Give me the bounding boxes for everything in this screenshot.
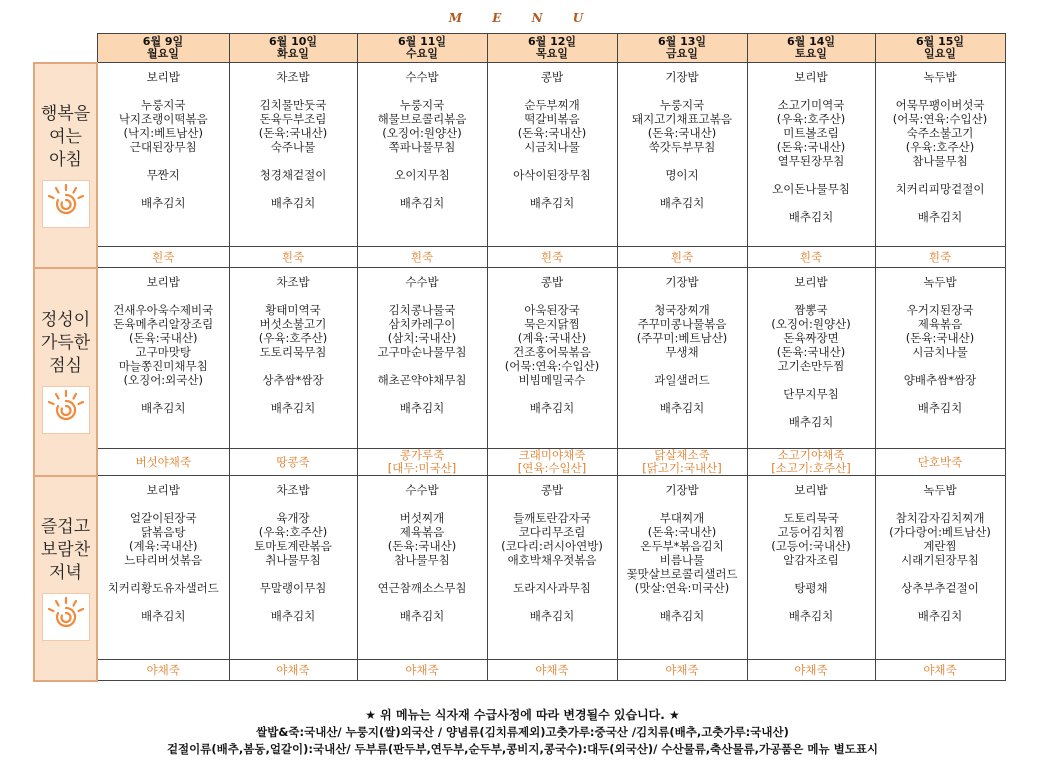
menu-item: 숙주나물 <box>270 140 316 154</box>
item-spacer <box>748 289 875 303</box>
menu-item: 떡갈비볶음 <box>524 112 580 126</box>
item-spacer <box>618 497 747 511</box>
item-spacer <box>618 154 747 168</box>
menu-item: 황태미역국 <box>265 303 321 317</box>
item-spacer <box>748 196 875 210</box>
origin-note: (오징어:원양산) <box>382 126 462 140</box>
menu-item: 도라지사과무침 <box>513 581 591 595</box>
menu-item: 녹두밥 <box>923 275 957 289</box>
item-spacer <box>876 168 1005 182</box>
menu-item: 보리밥 <box>794 275 828 289</box>
day-date: 6월 15일 <box>915 35 965 48</box>
menu-item: 보리밥 <box>794 483 828 497</box>
menu-cell <box>357 268 487 449</box>
item-spacer <box>748 595 875 609</box>
menu-table <box>33 33 1006 682</box>
porridge-cell: 크래미야채죽 [연육:수입산] <box>487 449 617 476</box>
origin-note: (우육:호주산) <box>258 331 328 345</box>
menu-cell <box>97 268 229 449</box>
menu-item: 취나물무침 <box>265 553 321 567</box>
menu-item: 배추김치 <box>399 609 445 623</box>
menu-item: 배추김치 <box>917 401 963 415</box>
porridge-cell: 흰죽 <box>747 247 875 268</box>
meal-label-cell <box>34 476 97 681</box>
day-header-row <box>34 34 1005 63</box>
day-date: 6월 11일 <box>397 35 447 48</box>
menu-item: 배추김치 <box>788 210 834 224</box>
item-spacer <box>748 373 875 387</box>
item-spacer <box>230 497 357 511</box>
menu-item: 콩밥 <box>540 483 564 497</box>
day-date: 6월 9일 <box>142 35 184 48</box>
menu-item: 김치물만둣국 <box>259 98 327 112</box>
menu-item: 배추김치 <box>141 196 186 210</box>
menu-item: 녹두밥 <box>923 483 957 497</box>
menu-item: 배추김치 <box>659 196 705 210</box>
porridge-row <box>34 660 1005 681</box>
menu-item: 보리밥 <box>146 483 180 497</box>
menu-item: 배추김치 <box>270 609 316 623</box>
porridge-cell: 야채죽 <box>229 660 357 681</box>
porridge-cell: 흰죽 <box>357 247 487 268</box>
item-spacer <box>230 387 357 401</box>
origin-note: (돈육:국내산) <box>647 525 717 539</box>
menu-item: 기장밥 <box>665 483 699 497</box>
menu-item: 과일샐러드 <box>654 373 710 387</box>
item-spacer <box>230 84 357 98</box>
item-spacer <box>230 595 357 609</box>
item-spacer <box>488 84 617 98</box>
menu-item: 버섯소불고기 <box>259 317 327 331</box>
porridge-row <box>34 247 1005 268</box>
item-spacer <box>876 567 1005 581</box>
menu-item: 무말랭이무침 <box>259 581 327 595</box>
menu-item: 보리밥 <box>794 70 828 84</box>
item-spacer <box>488 289 617 303</box>
origin-note: (낙지:베트남산) <box>123 126 203 140</box>
menu-item: 돈육짜장면 <box>783 331 839 345</box>
porridge-row <box>34 449 1005 476</box>
meal-label: 정성이 가득한 점심 <box>40 310 91 376</box>
menu-cell <box>229 268 357 449</box>
origin-note: (오징어:외국산) <box>123 373 203 387</box>
item-spacer <box>358 595 487 609</box>
menu-item: 연근참깨소스무침 <box>377 581 467 595</box>
menu-cell <box>357 476 487 660</box>
day-header <box>487 34 617 63</box>
menu-item: 해물브로콜리볶음 <box>377 112 467 126</box>
day-weekday: 화요일 <box>277 47 309 60</box>
origin-note: (가다랑어:베트남산) <box>889 525 991 539</box>
menu-item: 배추김치 <box>399 401 445 415</box>
porridge-cell: 버섯야채죽 <box>97 449 229 476</box>
origin-note: (어묵:연육:수입산) <box>504 359 600 373</box>
menu-item: 아삭이된장무침 <box>513 168 591 182</box>
menu-item: 배추김치 <box>788 415 834 429</box>
menu-item: 보리밥 <box>146 275 180 289</box>
menu-item: 온두부*볶음김치 <box>640 539 724 553</box>
menu-item: 시래기된장무침 <box>901 553 979 567</box>
change-notice: ★ 위 메뉴는 식자재 수급사정에 따라 변경될수 있습니다. ★ <box>365 708 680 722</box>
item-spacer <box>358 359 487 373</box>
menu-item: 주꾸미콩나물볶음 <box>637 317 727 331</box>
menu-item: 낙지조랭이떡볶음 <box>118 112 208 126</box>
menu-item: 배추김치 <box>270 196 316 210</box>
item-spacer <box>358 182 487 196</box>
menu-item: 숙주소불고기 <box>906 126 974 140</box>
origin-note: (우육:호주산) <box>258 525 328 539</box>
menu-item: 도토리묵무침 <box>259 345 327 359</box>
porridge-cell: 흰죽 <box>875 247 1005 268</box>
menu-item: 배추김치 <box>399 196 445 210</box>
item-spacer <box>618 359 747 373</box>
menu-item: 느타리버섯볶음 <box>124 553 203 567</box>
menu-item: 김치콩나물국 <box>388 303 456 317</box>
origin-note: (우육:호주산) <box>905 140 975 154</box>
item-spacer <box>230 359 357 373</box>
menu-item: 어묵무팽이버섯국 <box>895 98 985 112</box>
menu-item: 들깨토란감자국 <box>513 511 591 525</box>
menu-item: 아욱된장국 <box>524 303 580 317</box>
origin-note: (돈육:국내산) <box>647 126 717 140</box>
menu-item: 제육볶음 <box>399 525 445 539</box>
origin-note: (돈육:국내산) <box>905 331 975 345</box>
menu-item: 쑥갓두부무침 <box>648 140 716 154</box>
menu-item: 코다리무조림 <box>518 525 586 539</box>
menu-cell <box>229 476 357 660</box>
menu-item: 제육볶음 <box>917 317 963 331</box>
menu-item: 무생채 <box>665 345 699 359</box>
menu-item: 차조밥 <box>276 275 310 289</box>
item-spacer <box>876 595 1005 609</box>
item-spacer <box>748 168 875 182</box>
item-spacer <box>748 567 875 581</box>
item-spacer <box>98 595 229 609</box>
menu-cell <box>97 476 229 660</box>
item-spacer <box>98 567 229 581</box>
porridge-cell: 콩가루죽 [대두:미국산] <box>357 449 487 476</box>
menu-item: 순두부찌개 <box>524 98 580 112</box>
item-spacer <box>748 84 875 98</box>
menu-item: 누룽지국 <box>659 98 705 112</box>
item-spacer <box>876 84 1005 98</box>
menu-item: 콩밥 <box>540 275 564 289</box>
porridge-cell: 야채죽 <box>875 660 1005 681</box>
menu-item: 부대찌개 <box>659 511 705 525</box>
menu-item: 상추부추겉절이 <box>901 581 979 595</box>
item-spacer <box>618 595 747 609</box>
item-spacer <box>876 196 1005 210</box>
menu-item: 건조홍어묵볶음 <box>513 345 591 359</box>
menu-item: 오이지무침 <box>394 168 450 182</box>
meal-label-cell <box>34 63 97 268</box>
day-weekday: 월요일 <box>147 47 179 60</box>
origin-line-2: 겉절이류(배추,봄동,얼갈이):국내산/ 두부류(판두부,연두부,순두부,콩비지,콩국수):대두(외국산)/ 수산물류,축산물류,가공품은 메뉴 별도표시 <box>166 742 879 756</box>
menu-item: 차조밥 <box>276 70 310 84</box>
meal-row <box>34 63 1005 247</box>
item-spacer <box>98 497 229 511</box>
menu-item: 짬뽕국 <box>794 303 828 317</box>
item-spacer <box>488 567 617 581</box>
menu-item: 근대된장무침 <box>129 140 197 154</box>
menu-item: 비빔메밀국수 <box>518 373 586 387</box>
menu-item: 배추김치 <box>270 401 316 415</box>
menu-cell <box>487 476 617 660</box>
menu-item: 녹두밥 <box>923 70 957 84</box>
menu-item: 배추김치 <box>659 401 705 415</box>
menu-item: 삼치카레구이 <box>388 317 456 331</box>
item-spacer <box>358 567 487 581</box>
menu-item: 수수밥 <box>405 70 439 84</box>
item-spacer <box>876 497 1005 511</box>
item-spacer <box>358 497 487 511</box>
origin-note: (주꾸미:베트남산) <box>636 331 728 345</box>
porridge-cell: 닭살채소죽 [닭고기:국내산] <box>617 449 747 476</box>
item-spacer <box>488 497 617 511</box>
day-header <box>875 34 1005 63</box>
item-spacer <box>876 359 1005 373</box>
porridge-cell: 흰죽 <box>617 247 747 268</box>
menu-item: 토마토계란볶음 <box>254 539 332 553</box>
item-spacer <box>98 182 229 196</box>
menu-item: 버섯찌개 <box>399 511 445 525</box>
item-spacer <box>488 595 617 609</box>
day-date: 6월 10일 <box>268 35 318 48</box>
menu-item: 돼지고기채표고볶음 <box>632 112 732 126</box>
menu-title: M E N U <box>448 11 597 25</box>
menu-item: 참나물무침 <box>394 553 450 567</box>
meal-label: 행복을 여는 아침 <box>40 103 91 170</box>
menu-cell <box>617 476 747 660</box>
origin-note: (돈육:국내산) <box>258 126 328 140</box>
menu-item: 열무된장무침 <box>777 154 845 168</box>
menu-cell <box>357 63 487 247</box>
origin-note: (고등어:국내산) <box>771 539 851 553</box>
meal-label: 즐겁고 보람찬 저녁 <box>40 516 91 583</box>
menu-item: 돈육메추리알장조림 <box>113 317 214 331</box>
menu-item: 묵은지닭찜 <box>524 317 580 331</box>
origin-note: (돈육:국내산) <box>776 345 846 359</box>
day-weekday: 토요일 <box>795 47 827 60</box>
meal-row <box>34 268 1005 449</box>
porridge-cell: 흰죽 <box>97 247 229 268</box>
sun-logo-icon <box>42 180 90 228</box>
menu-item: 참나물무침 <box>912 154 968 168</box>
menu-item: 배추김치 <box>141 401 186 415</box>
item-spacer <box>358 84 487 98</box>
menu-item: 양배추쌈*쌈장 <box>903 373 977 387</box>
menu-item: 육개장 <box>276 511 310 525</box>
menu-item: 청국장찌개 <box>654 303 710 317</box>
item-spacer <box>358 387 487 401</box>
menu-item: 꽃맛살브로콜리샐러드 <box>626 567 738 581</box>
menu-cell <box>487 268 617 449</box>
menu-item: 오이돈나물무침 <box>772 182 850 196</box>
origin-note: (돈육:국내산) <box>776 140 846 154</box>
porridge-cell: 야채죽 <box>487 660 617 681</box>
item-spacer <box>618 182 747 196</box>
menu-item: 우거지된장국 <box>906 303 974 317</box>
item-spacer <box>618 84 747 98</box>
menu-item: 소고기미역국 <box>777 98 845 112</box>
menu-cell <box>747 63 875 247</box>
porridge-cell: 땅콩죽 <box>229 449 357 476</box>
item-spacer <box>618 289 747 303</box>
sun-logo-icon <box>42 386 90 434</box>
origin-note: (돈육:국내산) <box>129 331 198 345</box>
item-spacer <box>98 154 229 168</box>
menu-item: 고등어김치찜 <box>777 525 845 539</box>
item-spacer <box>230 154 357 168</box>
menu-cell <box>875 63 1005 247</box>
menu-item: 배추김치 <box>659 609 705 623</box>
menu-item: 상추쌈*쌈장 <box>262 373 324 387</box>
menu-item: 배추김치 <box>917 210 963 224</box>
day-header <box>229 34 357 63</box>
menu-item: 단무지무침 <box>783 387 839 401</box>
menu-cell <box>875 268 1005 449</box>
item-spacer <box>230 182 357 196</box>
menu-item: 누룽지국 <box>399 98 445 112</box>
item-spacer <box>618 387 747 401</box>
menu-item: 무짠지 <box>146 168 180 182</box>
menu-item: 콩밥 <box>540 70 564 84</box>
item-spacer <box>876 387 1005 401</box>
day-date: 6월 14일 <box>786 35 836 48</box>
meal-label-cell <box>34 268 97 476</box>
menu-item: 배추김치 <box>529 196 575 210</box>
item-spacer <box>488 154 617 168</box>
day-weekday: 수요일 <box>406 47 438 60</box>
day-date: 6월 12일 <box>527 35 577 48</box>
menu-item: 고구마순나물무침 <box>377 345 467 359</box>
menu-cell <box>747 268 875 449</box>
menu-item: 배추김치 <box>788 609 834 623</box>
item-spacer <box>748 497 875 511</box>
item-spacer <box>98 289 229 303</box>
menu-item: 고기손만두찜 <box>777 359 845 373</box>
porridge-cell: 흰죽 <box>229 247 357 268</box>
origin-note: (오징어:원양산) <box>771 317 851 331</box>
menu-cell <box>875 476 1005 660</box>
porridge-cell: 소고기야채죽 [소고기:호주산] <box>747 449 875 476</box>
menu-cell <box>487 63 617 247</box>
origin-note: (돈육:국내산) <box>387 539 457 553</box>
item-spacer <box>230 567 357 581</box>
menu-item: 치커리피망겉절이 <box>895 182 985 196</box>
day-weekday: 목요일 <box>536 47 568 60</box>
origin-note: (삼치:국내산) <box>387 331 457 345</box>
item-spacer <box>876 289 1005 303</box>
menu-item: 돈육두부조림 <box>259 112 327 126</box>
origin-note: (계육:국내산) <box>129 539 198 553</box>
menu-item: 미트볼조림 <box>783 126 839 140</box>
menu-item: 기장밥 <box>665 275 699 289</box>
origin-note: (맛살:연육:미국산) <box>634 581 730 595</box>
menu-item: 탕평채 <box>794 581 828 595</box>
item-spacer <box>748 401 875 415</box>
menu-item: 수수밥 <box>405 275 439 289</box>
menu-item: 닭볶음탕 <box>141 525 186 539</box>
menu-cell <box>617 268 747 449</box>
menu-item: 누룽지국 <box>141 98 186 112</box>
item-spacer <box>98 387 229 401</box>
menu-item: 보리밥 <box>146 70 180 84</box>
menu-item: 기장밥 <box>665 70 699 84</box>
item-spacer <box>358 154 487 168</box>
day-header <box>617 34 747 63</box>
day-header <box>747 34 875 63</box>
item-spacer <box>98 84 229 98</box>
menu-item: 명이지 <box>665 168 699 182</box>
menu-item: 배추김치 <box>917 609 963 623</box>
menu-item: 배추김치 <box>529 401 575 415</box>
day-header <box>357 34 487 63</box>
menu-item: 알감자조림 <box>783 553 839 567</box>
origin-note: (코다리:러시아연방) <box>501 539 603 553</box>
item-spacer <box>358 289 487 303</box>
item-spacer <box>488 182 617 196</box>
menu-item: 계란찜 <box>923 539 957 553</box>
porridge-cell: 야채죽 <box>617 660 747 681</box>
item-spacer <box>488 387 617 401</box>
menu-item: 얼갈이된장국 <box>129 511 197 525</box>
menu-item: 쪽파나물무침 <box>388 140 456 154</box>
menu-cell <box>97 63 229 247</box>
sun-logo-icon <box>42 593 90 641</box>
menu-item: 마늘쫑진미채무침 <box>118 359 208 373</box>
menu-item: 차조밥 <box>276 483 310 497</box>
menu-item: 비름나물 <box>659 553 705 567</box>
origin-line-1: 쌀밥&죽:국내산/ 누룽지(쌀)외국산 / 양념류(김치류제외)고춧가루:중국산 /김치류(배추,고춧가루:국내산) <box>256 725 789 739</box>
porridge-cell: 흰죽 <box>487 247 617 268</box>
menu-item: 치커리황도유자샐러드 <box>107 581 219 595</box>
menu-item: 참치감자김치찌개 <box>895 511 985 525</box>
porridge-cell: 야채죽 <box>357 660 487 681</box>
menu-item: 배추김치 <box>529 609 575 623</box>
day-weekday: 일요일 <box>924 47 956 60</box>
menu-item: 청경채겉절이 <box>259 168 327 182</box>
menu-item: 애호박채우젓볶음 <box>507 553 597 567</box>
meal-row <box>34 476 1005 660</box>
corner-cell <box>34 34 97 63</box>
menu-item: 배추김치 <box>141 609 186 623</box>
menu-item: 수수밥 <box>405 483 439 497</box>
menu-cell <box>229 63 357 247</box>
menu-cell <box>617 63 747 247</box>
menu-item: 시금치나물 <box>524 140 580 154</box>
porridge-cell: 야채죽 <box>747 660 875 681</box>
origin-note: (계육:국내산) <box>517 331 587 345</box>
porridge-cell: 단호박죽 <box>875 449 1005 476</box>
day-header <box>97 34 229 63</box>
menu-item: 건새우아욱수제비국 <box>113 303 214 317</box>
origin-note: (우육:호주산) <box>776 112 846 126</box>
day-date: 6월 13일 <box>657 35 707 48</box>
porridge-cell: 야채죽 <box>97 660 229 681</box>
menu-item: 시금치나물 <box>912 345 968 359</box>
menu-item: 해초곤약야채무침 <box>377 373 467 387</box>
menu-cell <box>747 476 875 660</box>
menu-item: 고구마맛탕 <box>135 345 192 359</box>
menu-item: 도토리묵국 <box>783 511 839 525</box>
item-spacer <box>230 289 357 303</box>
origin-note: (돈육:국내산) <box>517 126 587 140</box>
day-weekday: 금요일 <box>666 47 698 60</box>
origin-note: (어묵:연육:수입산) <box>892 112 988 126</box>
